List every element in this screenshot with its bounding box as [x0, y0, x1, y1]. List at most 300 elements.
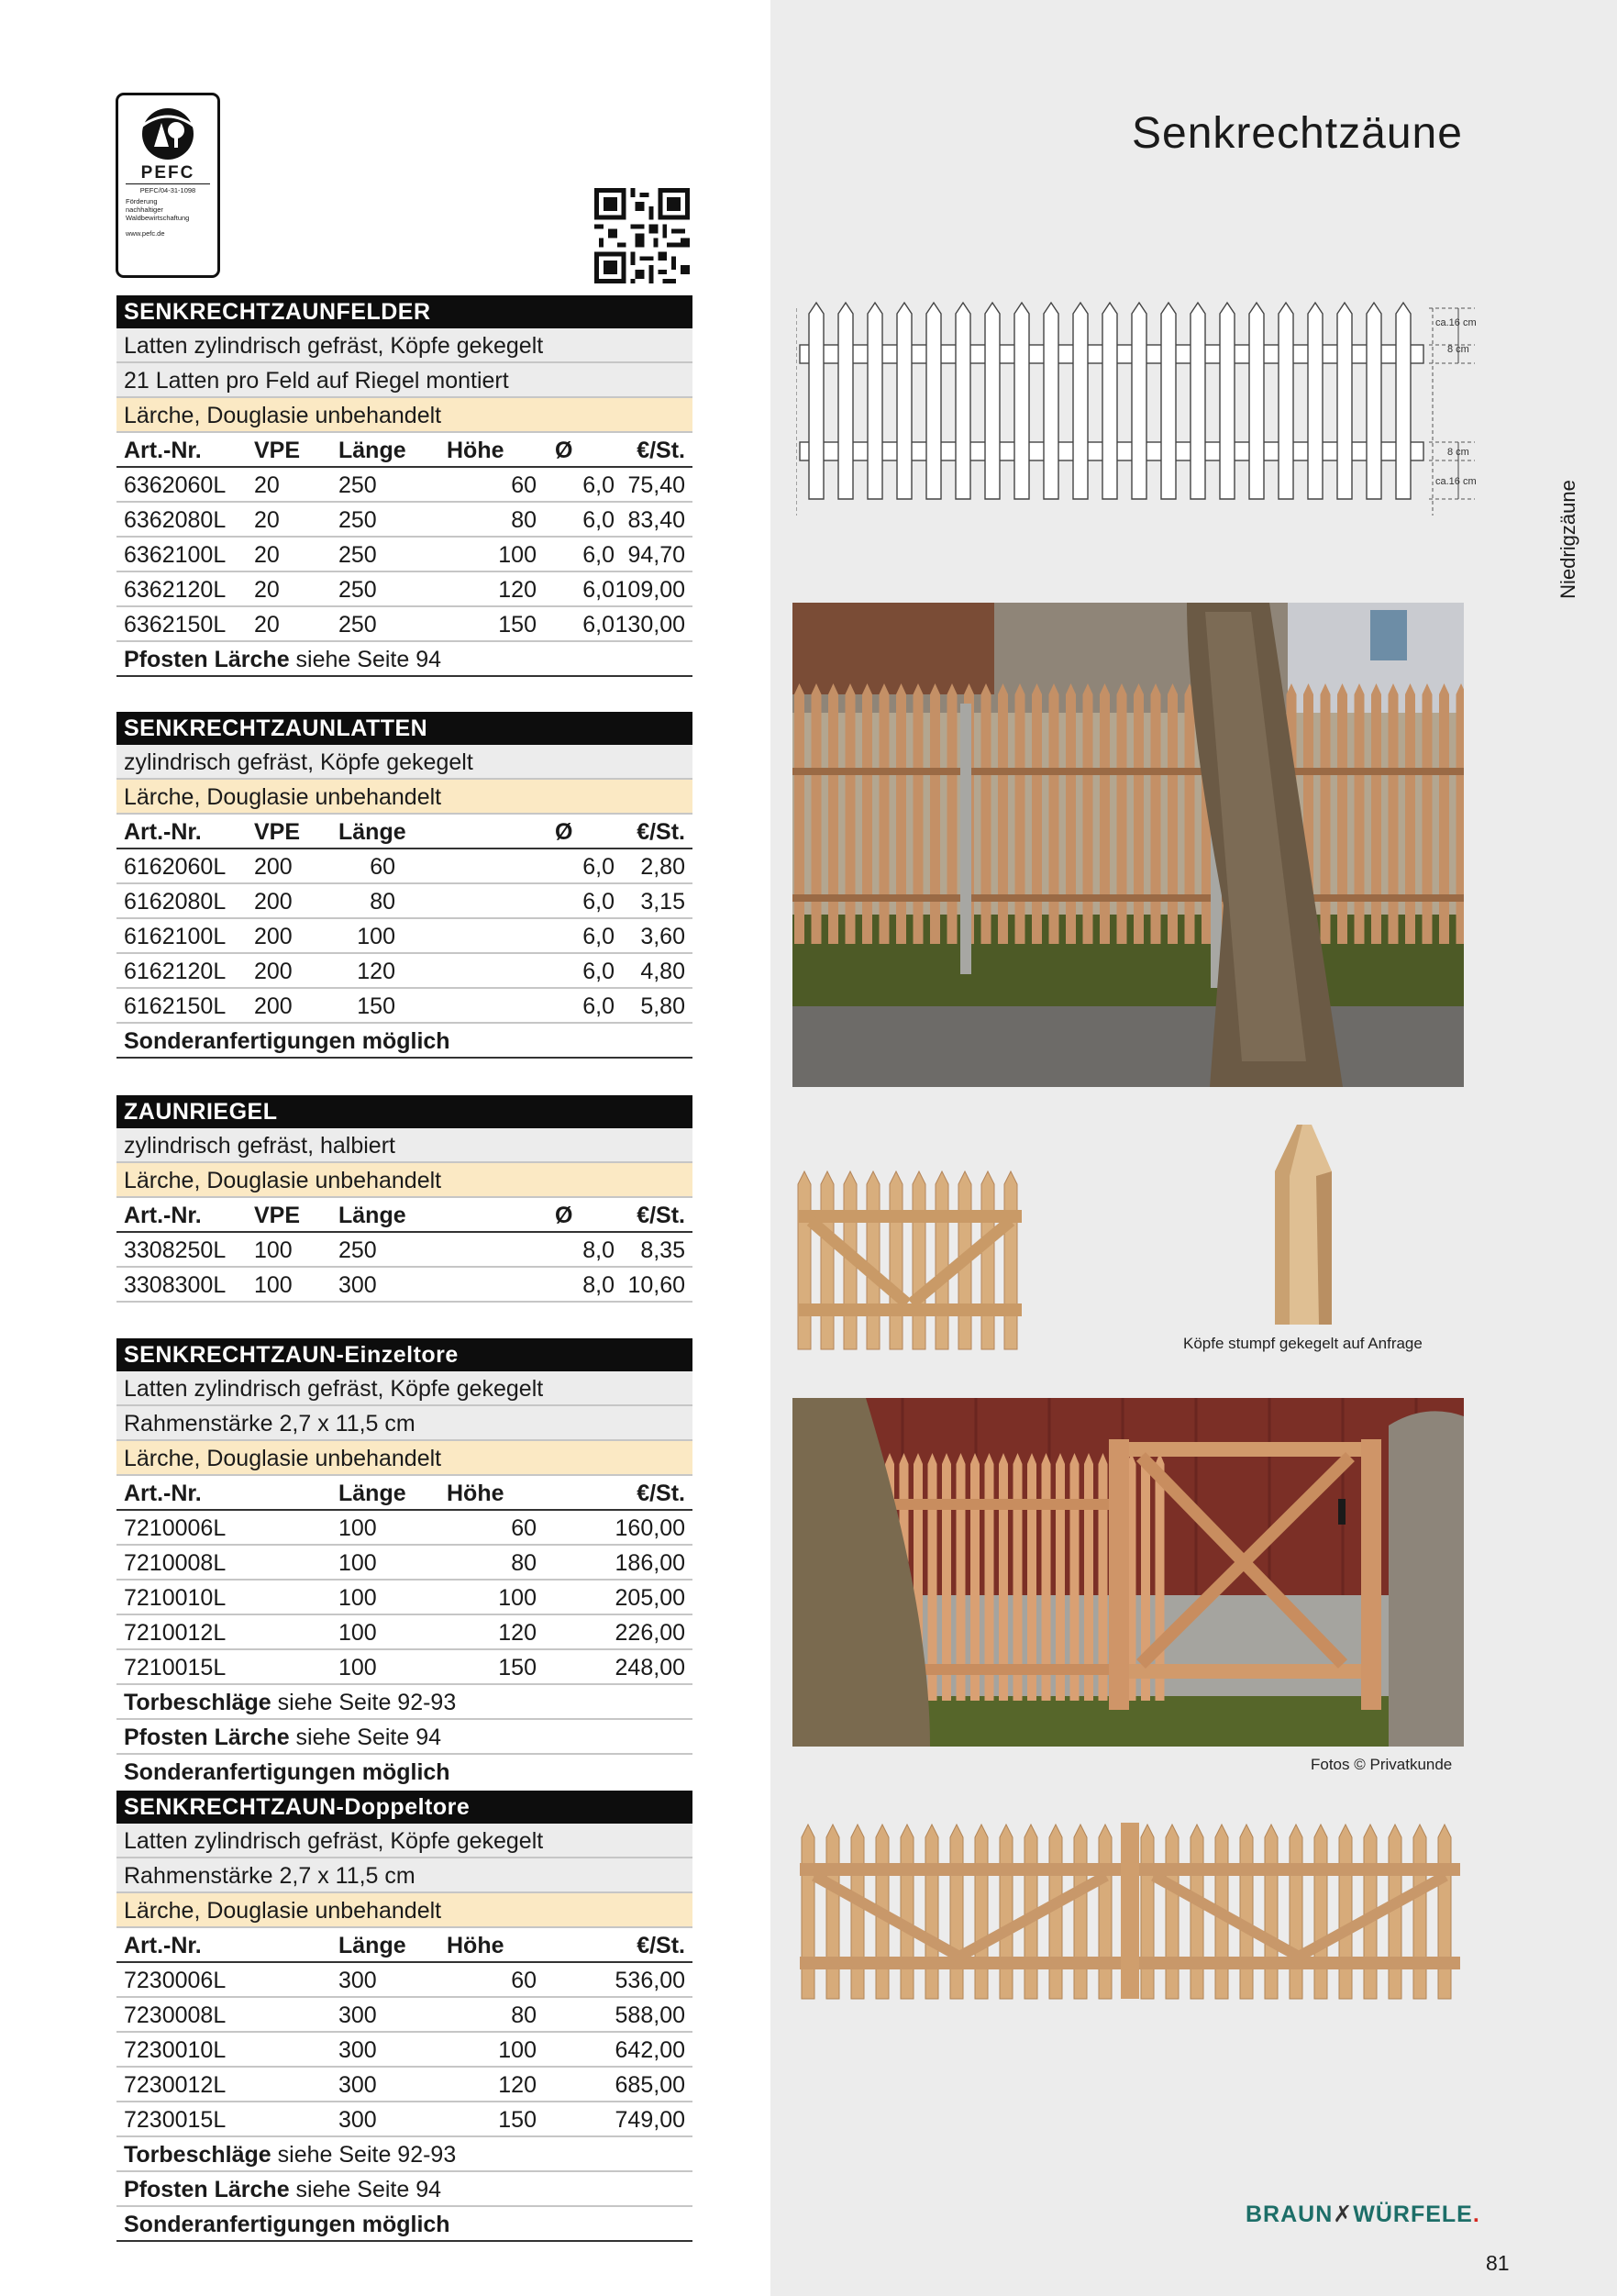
cell-price: 226,00 [615, 1620, 685, 1646]
gate-photo-tree [792, 1398, 1464, 1747]
picket [975, 1825, 988, 1999]
footnote-bold: Pfosten Lärche [124, 2177, 290, 2202]
dim-label: ca.16 cm [1435, 476, 1477, 487]
table-row [116, 2068, 692, 2102]
cell-height: 120 [498, 1620, 537, 1646]
pefc-code: PEFC/04-31-1098 [126, 183, 210, 194]
cell-diameter: 6,0 [582, 577, 615, 603]
footnote-text: siehe Seite 94 [289, 2177, 442, 2202]
footnote: Sonderanfertigungen möglich [116, 2207, 692, 2242]
picket [1042, 1453, 1051, 1701]
picket [1099, 1453, 1108, 1701]
cell-diameter: 8,0 [582, 1237, 615, 1263]
footnote-bold: Pfosten Lärche [124, 647, 290, 672]
cell-price: 2,80 [640, 854, 685, 880]
picket [1013, 1453, 1023, 1701]
footnote-text: siehe Seite 92-93 [271, 1690, 457, 1715]
table-row [116, 884, 692, 919]
table-row [116, 503, 692, 538]
cell-diameter: 6,0 [582, 854, 615, 880]
cell-vpe: 20 [254, 577, 280, 603]
cell-height: 150 [498, 2107, 537, 2133]
picket [981, 683, 991, 944]
cell-price: 248,00 [615, 1655, 685, 1680]
picket [868, 303, 882, 499]
picket [821, 1171, 834, 1349]
cell-diameter: 6,0 [582, 993, 615, 1019]
pefc-text-3: Waldbewirtschaftung [126, 214, 190, 222]
cell-price: 205,00 [615, 1585, 685, 1611]
picket [942, 1453, 951, 1701]
picket [999, 1453, 1008, 1701]
cell-length: 100 [338, 1620, 377, 1646]
table-row [116, 1581, 692, 1615]
picket [1099, 1825, 1112, 1999]
table-row [116, 2033, 692, 2068]
picket [926, 303, 941, 499]
footnote: Sonderanfertigungen möglich [116, 1024, 692, 1059]
table-row [116, 572, 692, 607]
picket [867, 1171, 880, 1349]
cell-art: 7230012L [124, 2072, 227, 2098]
cell-art: 7210006L [124, 1515, 227, 1541]
picket [1073, 303, 1088, 499]
cell-vpe: 20 [254, 472, 280, 498]
picket [1066, 683, 1076, 944]
cell-length: 250 [338, 472, 377, 498]
cell-diameter: 6,0 [582, 612, 615, 638]
col-price: €/St. [637, 438, 685, 463]
cell-length: 100 [338, 1585, 377, 1611]
cell-art: 7230015L [124, 2107, 227, 2133]
cell-vpe: 100 [254, 1272, 293, 1298]
picket [1102, 303, 1117, 499]
cell-vpe: 100 [254, 1237, 293, 1263]
picket [1056, 1453, 1065, 1701]
cell-art: 6362100L [124, 542, 227, 568]
picket [1156, 1453, 1165, 1701]
table-row [116, 1615, 692, 1650]
cell-length: 100 [338, 1550, 377, 1576]
picket [1161, 303, 1176, 499]
material: Lärche, Douglasie unbehandelt [116, 398, 692, 433]
cell-price: 4,80 [640, 959, 685, 984]
brand-dot: . [1472, 2202, 1480, 2227]
footnote [116, 1685, 692, 1720]
cell-art: 6362060L [124, 472, 227, 498]
picket [1015, 683, 1025, 944]
cell-height: 100 [498, 1585, 537, 1611]
picket [1132, 303, 1146, 499]
picket [1456, 683, 1465, 944]
dim-label: 8 cm [1447, 447, 1469, 458]
side-tab-label: Niedrigzäune [1556, 480, 1579, 599]
cell-price: 685,00 [615, 2072, 685, 2098]
description: Latten zylindrisch gefräst, Köpfe gekegelt [116, 1824, 692, 1858]
material: Lärche, Douglasie unbehandelt [116, 1163, 692, 1198]
table-row [116, 1546, 692, 1581]
picket [1405, 683, 1415, 944]
cell-art: 3308250L [124, 1237, 227, 1263]
double-gate-photo [794, 1819, 1466, 2002]
cell-price: 749,00 [615, 2107, 685, 2133]
cell-height: 80 [511, 2002, 537, 2028]
cell-length: 100 [338, 1515, 377, 1541]
col-length: Länge [338, 819, 406, 845]
picket [1070, 1453, 1080, 1701]
picket [1166, 1825, 1179, 1999]
footnote [116, 2172, 692, 2207]
table-body [116, 1963, 692, 2137]
cell-vpe: 200 [254, 993, 293, 1019]
col-vpe: VPE [254, 819, 301, 845]
cell-price: 109,00 [615, 577, 685, 603]
table-row [116, 2102, 692, 2137]
cell-art: 6162060L [124, 854, 227, 880]
pefc-url: www.pefc.de [126, 229, 165, 238]
picket [1014, 303, 1029, 499]
picket [1134, 683, 1144, 944]
picket [1191, 1825, 1203, 1999]
picket [794, 683, 804, 944]
cell-vpe: 20 [254, 542, 280, 568]
table-row [116, 1963, 692, 1998]
col-height: Höhe [447, 1481, 504, 1506]
cell-length: 120 [357, 959, 395, 984]
single-gate-photo [792, 1166, 1029, 1354]
picket [896, 683, 906, 944]
picket [1191, 303, 1205, 499]
brand-part-2: WÜRFELE [1353, 2202, 1473, 2227]
dim-label: ca.16 cm [1435, 317, 1477, 328]
material: Lärche, Douglasie unbehandelt [116, 1441, 692, 1476]
picket [1240, 1825, 1253, 1999]
pefc-brand: PEFC [140, 163, 195, 183]
cell-height: 60 [511, 1968, 537, 1993]
cell-price: 75,40 [627, 472, 685, 498]
cell-length: 300 [338, 2037, 377, 2063]
cell-height: 120 [498, 2072, 537, 2098]
cell-length: 250 [338, 1237, 377, 1263]
table-row [116, 849, 692, 884]
col-length: Länge [338, 1933, 406, 1958]
cell-length: 150 [357, 993, 395, 1019]
table-header [116, 1198, 692, 1233]
picket [1168, 683, 1178, 944]
picket [812, 683, 822, 944]
cell-diameter: 6,0 [582, 507, 615, 533]
picket [1413, 1825, 1426, 1999]
cell-vpe: 200 [254, 854, 293, 880]
cell-art: 7230010L [124, 2037, 227, 2063]
picket [936, 1171, 948, 1349]
col-art: Art.-Nr. [124, 438, 202, 463]
section-doppeltore [116, 1791, 692, 2242]
cell-length: 250 [338, 507, 377, 533]
cell-price: 588,00 [615, 2002, 685, 2028]
picket [798, 1171, 811, 1349]
col-vpe: VPE [254, 1203, 301, 1228]
cell-length: 300 [338, 2107, 377, 2133]
page-number: 81 [1486, 2251, 1510, 2275]
picket [897, 303, 912, 499]
description: Rahmenstärke 2,7 x 11,5 cm [116, 1406, 692, 1441]
brand-x-icon: ✗ [1333, 2202, 1354, 2227]
table-row [116, 538, 692, 572]
section-senkrechtzaunfelder [116, 295, 692, 677]
picket [1220, 303, 1235, 499]
footnote-bold: Torbeschläge [124, 1690, 271, 1715]
table-row [116, 1650, 692, 1685]
page-title: Senkrechtzäune [1132, 109, 1463, 158]
cell-price: 3,15 [640, 889, 685, 915]
picket [1279, 303, 1293, 499]
picket [1389, 683, 1399, 944]
cell-art: 6162150L [124, 993, 227, 1019]
picket [1141, 1825, 1154, 1999]
cell-art: 7230006L [124, 1968, 227, 1993]
cell-vpe: 200 [254, 924, 293, 949]
picket [1083, 683, 1093, 944]
cell-height: 150 [498, 1655, 537, 1680]
picket [1423, 683, 1433, 944]
cell-price: 642,00 [615, 2037, 685, 2063]
cell-length: 250 [338, 612, 377, 638]
picket [925, 1825, 938, 1999]
col-price: €/St. [637, 1933, 685, 1958]
cell-diameter: 6,0 [582, 889, 615, 915]
pefc-text-2: nachhaltiger [126, 205, 163, 214]
picket [838, 303, 853, 499]
picket [957, 1453, 966, 1701]
footnote: Sonderanfertigungen möglich [124, 1759, 450, 1785]
picket [985, 1453, 994, 1701]
picket [947, 683, 958, 944]
cell-art: 7210012L [124, 1620, 227, 1646]
cell-art: 7210015L [124, 1655, 227, 1680]
col-length: Länge [338, 438, 406, 463]
footnote [116, 1720, 692, 1755]
section-senkrechtzaunlatten [116, 712, 692, 1059]
picket [1185, 683, 1195, 944]
table-row [116, 468, 692, 503]
picket [826, 1825, 839, 1999]
section-title: SENKRECHTZAUN-Einzeltore [116, 1338, 692, 1371]
picket [956, 303, 970, 499]
table-row [116, 1268, 692, 1303]
cell-height: 80 [511, 507, 537, 533]
footnote-text: siehe Seite 94 [289, 1725, 442, 1750]
picket [901, 1825, 914, 1999]
col-length: Länge [338, 1481, 406, 1506]
cell-height: 80 [511, 1550, 537, 1576]
cell-height: 120 [498, 577, 537, 603]
picket [914, 683, 924, 944]
cell-length: 250 [338, 542, 377, 568]
table-row [116, 989, 692, 1024]
cell-price: 10,60 [627, 1272, 685, 1298]
cell-price: 130,00 [615, 612, 685, 638]
col-length: Länge [338, 1203, 406, 1228]
cell-height: 150 [498, 612, 537, 638]
description: Rahmenstärke 2,7 x 11,5 cm [116, 1858, 692, 1893]
cell-length: 300 [338, 2072, 377, 2098]
picket [930, 683, 940, 944]
table-header [116, 433, 692, 468]
footnote-bold: Torbeschläge [124, 2142, 271, 2168]
col-art: Art.-Nr. [124, 1203, 202, 1228]
fence-technical-drawing [796, 295, 1480, 519]
picket [970, 1453, 980, 1701]
picket [1249, 303, 1264, 499]
cell-price: 5,80 [640, 993, 685, 1019]
cell-art: 3308300L [124, 1272, 227, 1298]
cell-art: 6162080L [124, 889, 227, 915]
col-diameter: Ø [555, 819, 573, 845]
picket [1049, 683, 1059, 944]
table-row [116, 954, 692, 989]
section-title: SENKRECHTZAUNLATTEN [116, 712, 692, 745]
cell-length: 100 [357, 924, 395, 949]
table-row [116, 919, 692, 954]
table-body [116, 1233, 692, 1303]
col-diameter: Ø [555, 438, 573, 463]
section-zaunriegel [116, 1095, 692, 1303]
brand-part-1: BRAUN [1246, 2202, 1334, 2227]
cell-art: 6362080L [124, 507, 227, 533]
col-art: Art.-Nr. [124, 819, 202, 845]
picket [1117, 683, 1127, 944]
cell-vpe: 20 [254, 507, 280, 533]
col-price: €/St. [637, 1481, 685, 1506]
cell-vpe: 200 [254, 889, 293, 915]
picket [1074, 1825, 1087, 1999]
picket [1339, 1825, 1352, 1999]
cell-price: 8,35 [640, 1237, 685, 1263]
cell-height: 60 [511, 1515, 537, 1541]
picket [1438, 1825, 1451, 1999]
cell-height: 100 [498, 542, 537, 568]
picket [1027, 1453, 1036, 1701]
picket [828, 683, 838, 944]
col-height: Höhe [447, 1933, 504, 1958]
picket [950, 1825, 963, 1999]
cell-art: 7210008L [124, 1550, 227, 1576]
cell-art: 6162100L [124, 924, 227, 949]
table-row [116, 1233, 692, 1268]
picket [1337, 683, 1347, 944]
cell-length: 100 [338, 1655, 377, 1680]
col-price: €/St. [637, 1203, 685, 1228]
cell-diameter: 6,0 [582, 959, 615, 984]
picket [1084, 1453, 1093, 1701]
description: Latten zylindrisch gefräst, Köpfe gekegelt [116, 328, 692, 363]
cell-length: 300 [338, 1272, 377, 1298]
picket [1151, 683, 1161, 944]
pefc-text-1: Förderung [126, 197, 158, 205]
picket [880, 683, 890, 944]
picket-tip-photo [1266, 1121, 1339, 1325]
picket [890, 1171, 903, 1349]
cell-art: 6362150L [124, 612, 227, 638]
picket [1367, 303, 1381, 499]
table-row [116, 1998, 692, 2033]
cell-length: 80 [370, 889, 395, 915]
picket [1290, 1825, 1302, 1999]
picket [846, 683, 856, 944]
material: Lärche, Douglasie unbehandelt [116, 780, 692, 815]
picket [1000, 1825, 1013, 1999]
qr-code[interactable] [594, 188, 690, 283]
table-body [116, 468, 692, 642]
picket [1004, 1171, 1017, 1349]
table-header [116, 1928, 692, 1963]
cell-length: 300 [338, 1968, 377, 1993]
picket [998, 683, 1008, 944]
cell-length: 60 [370, 854, 395, 880]
description: zylindrisch gefräst, Köpfe gekegelt [116, 745, 692, 780]
table-body [116, 1511, 692, 1685]
footnote-bold: Pfosten Lärche [124, 1725, 290, 1750]
picket [1371, 683, 1381, 944]
cell-price: 3,60 [640, 924, 685, 949]
braun-wuerfele-logo[interactable] [1246, 2201, 1480, 2228]
picket [802, 1825, 814, 1999]
description: 21 Latten pro Feld auf Riegel montiert [116, 363, 692, 398]
picket [1439, 683, 1449, 944]
picket [862, 683, 872, 944]
section-einzeltore [116, 1338, 692, 1790]
picket [981, 1171, 994, 1349]
section-title: SENKRECHTZAUNFELDER [116, 295, 692, 328]
cell-diameter: 6,0 [582, 924, 615, 949]
picket [1321, 683, 1331, 944]
material: Lärche, Douglasie unbehandelt [116, 1893, 692, 1928]
cell-vpe: 20 [254, 612, 280, 638]
picket [1337, 303, 1352, 499]
picket [928, 1453, 937, 1701]
picket [1032, 683, 1042, 944]
cell-price: 186,00 [615, 1550, 685, 1576]
col-price: €/St. [637, 819, 685, 845]
picket [1314, 1825, 1327, 1999]
pefc-tree-icon [136, 106, 200, 161]
footnote [116, 2137, 692, 2172]
col-art: Art.-Nr. [124, 1933, 202, 1958]
cell-price: 94,70 [627, 542, 685, 568]
fence-photo-tree [792, 603, 1464, 1087]
dim-label: 8 cm [1447, 344, 1469, 355]
col-art: Art.-Nr. [124, 1481, 202, 1506]
footnote [116, 642, 692, 677]
description: zylindrisch gefräst, halbiert [116, 1128, 692, 1163]
pefc-logo [116, 93, 220, 278]
footnote-text: siehe Seite 94 [289, 647, 442, 672]
cell-price: 160,00 [615, 1515, 685, 1541]
cell-price: 83,40 [627, 507, 685, 533]
cell-diameter: 8,0 [582, 1272, 615, 1298]
cell-art: 6362120L [124, 577, 227, 603]
cell-vpe: 200 [254, 959, 293, 984]
cell-art: 7230008L [124, 2002, 227, 2028]
picket [1396, 303, 1411, 499]
picket [913, 1171, 925, 1349]
picket [851, 1825, 864, 1999]
cell-length: 250 [338, 577, 377, 603]
table-header [116, 815, 692, 849]
cell-diameter: 6,0 [582, 542, 615, 568]
cell-diameter: 6,0 [582, 472, 615, 498]
